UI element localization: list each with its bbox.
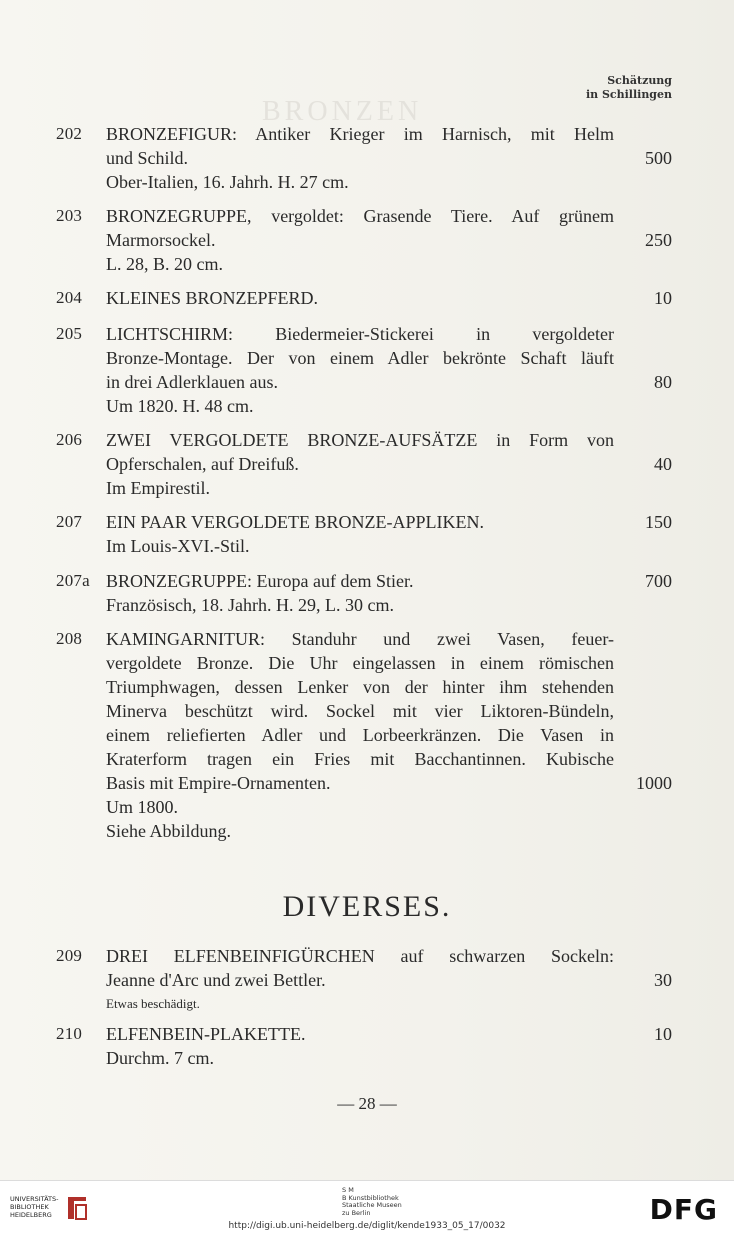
lot-number: 206 [56, 430, 83, 449]
dfg-logo[interactable]: DFG [649, 1193, 718, 1226]
lot-price: 40 [654, 454, 672, 474]
lot-description: ZWEI VERGOLDETE BRONZE-AUFSÄTZE in Form von Opferschalen, auf Dreifuß. Im Empirestil. [106, 430, 614, 498]
permalink-url[interactable]: http://digi.ub.uni-heidelberg.de/diglit/kende1933_05_17/0032 [228, 1221, 506, 1231]
smb-logo[interactable]: S M B Kunstbibliothek Staatliche Museen zu Berlin [342, 1186, 402, 1217]
lot-number: 205 [56, 324, 83, 343]
lot-number: 209 [56, 946, 83, 965]
lot-description: KAMINGARNITUR: Standuhr und zwei Vasen, feuer- vergoldete Bronze. Die Uhr eingelassen in einem römischen Triumphwagen, dessen Lenker von der hinter ihm stehenden Minerva beschützt wird. Sockel mit vier Liktoren-Bündeln, einem reliefierten Adler und Lorbeerkränzen. Die Vasen in Kraterform tragen ein Fries mit Bacchantinnen. Kubische Basis mit Empire-Ornamenten. Um 1800. Siehe Abbildung. [106, 629, 614, 841]
lot-price: 80 [654, 372, 672, 392]
lot-price: 10 [654, 1024, 672, 1044]
lot-number: 204 [56, 288, 83, 307]
lot-price: 10 [654, 288, 672, 308]
library-crest-icon [66, 1193, 88, 1223]
lot-price: 1000 [636, 773, 672, 793]
lot-price: 500 [645, 148, 672, 168]
price-column-header: Schätzung in Schillingen [585, 74, 672, 101]
section-title: DIVERSES. [282, 890, 452, 923]
lot-description: BRONZEGRUPPE, vergoldet: Grasende Tiere. Auf grünem Marmorsockel. L. 28, B. 20 cm. [106, 206, 614, 274]
page-number: — 28 — [337, 1094, 397, 1113]
viewer-footer [0, 1180, 734, 1233]
university-library-logo[interactable]: UNIVERSITÄTS- BIBLIOTHEK HEIDELBERG [10, 1193, 90, 1223]
lot-number: 203 [56, 206, 83, 225]
lot-price: 30 [654, 970, 672, 990]
show-through-text: BRONZEN [262, 96, 423, 127]
lot-number: 207a [56, 571, 90, 590]
lot-number: 202 [56, 124, 83, 143]
lot-price: 250 [645, 230, 672, 250]
lot-description: BRONZEGRUPPE: Europa auf dem Stier. Französisch, 18. Jahrh. H. 29, L. 30 cm. [106, 571, 414, 615]
lot-price: 700 [645, 571, 672, 591]
lot-price: 150 [645, 512, 672, 532]
lot-description: BRONZEFIGUR: Antiker Krieger im Harnisch, mit Helm und Schild. Ober-Italien, 16. Jahrh. H. 27 cm. [106, 124, 614, 192]
lot-description: EIN PAAR VERGOLDETE BRONZE-APPLIKEN. Im Louis-XVI.-Stil. [106, 512, 484, 556]
lot-number: 210 [56, 1024, 83, 1043]
lot-description: ELFENBEIN-PLAKETTE. Durchm. 7 cm. [106, 1024, 306, 1068]
lot-description: KLEINES BRONZEPFERD. [106, 288, 319, 308]
lot-description: DREI ELFENBEINFIGÜRCHEN auf schwarzen Sockeln: Jeanne d'Arc und zwei Bettler. Etwas beschädigt. [106, 946, 614, 1011]
lot-number: 207 [56, 512, 83, 531]
lot-number: 208 [56, 629, 83, 648]
lot-description: LICHTSCHIRM: Biedermeier-Stickerei in vergoldeter Bronze-Montage. Der von einem Adler bekrönte Schaft läuft in drei Adlerklauen aus. Um 1820. H. 48 cm. [106, 324, 614, 416]
